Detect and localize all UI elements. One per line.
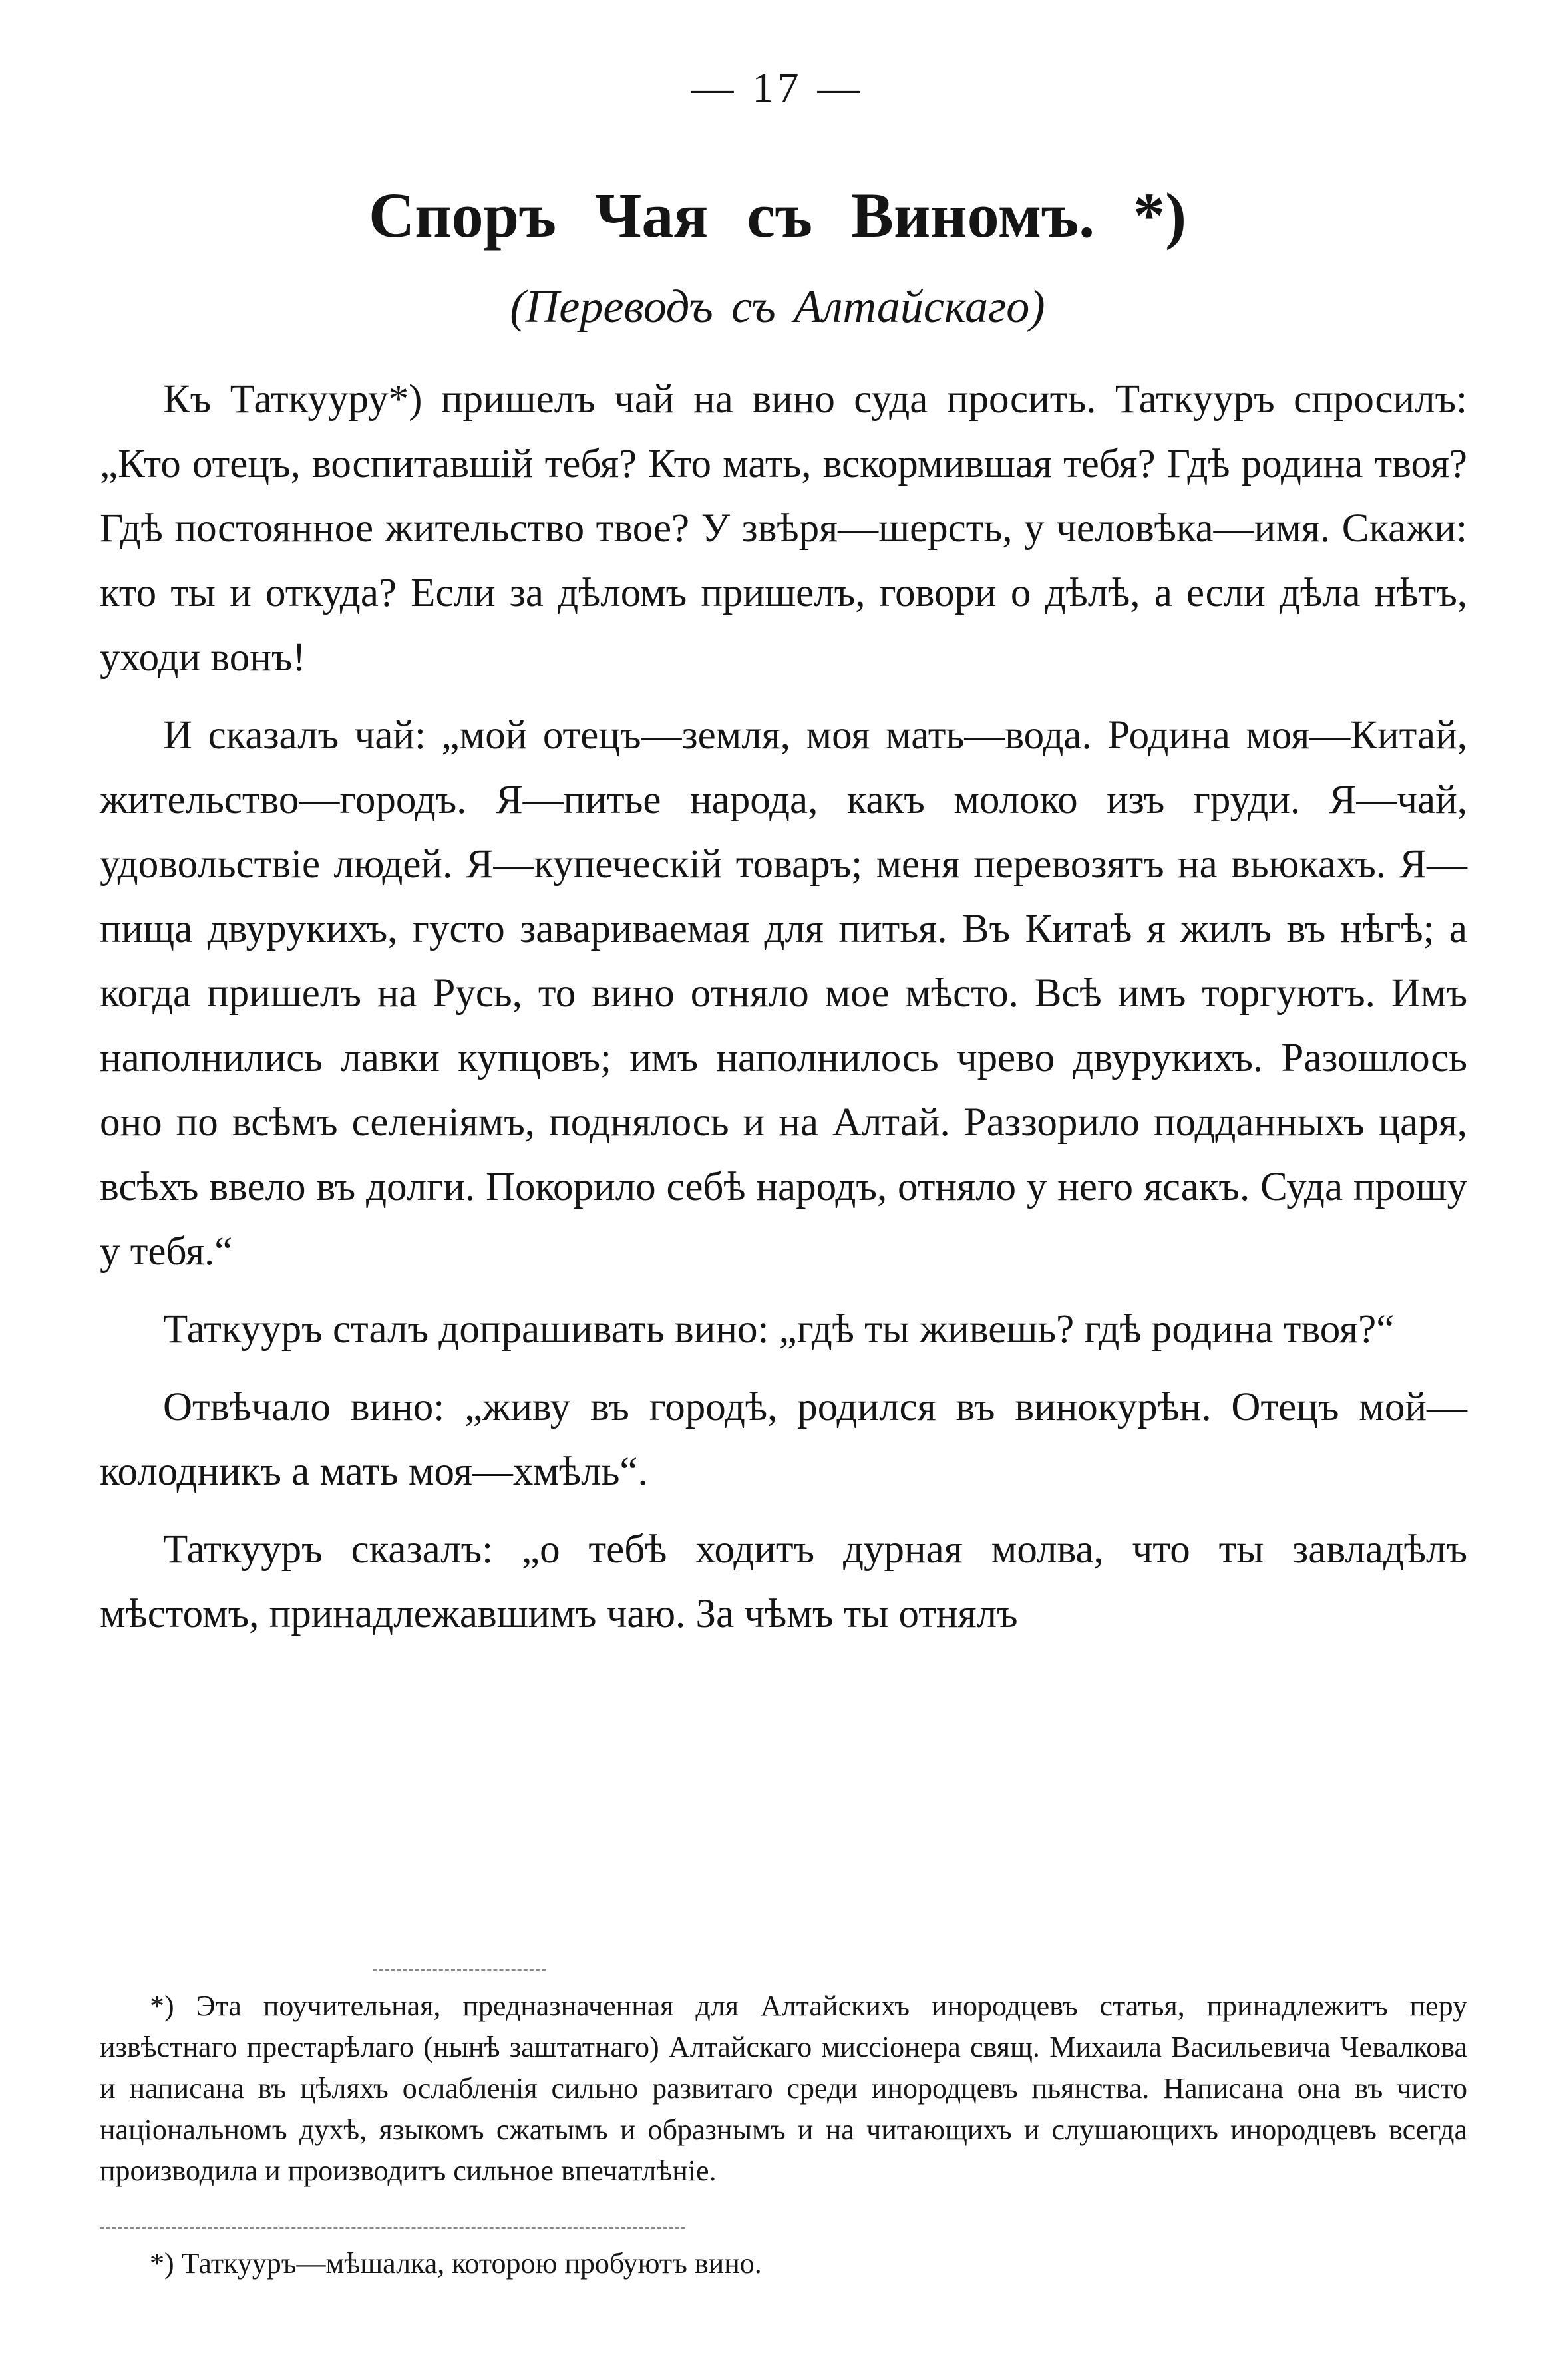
article-subtitle: (Переводъ съ Алтайскаго) [510,281,1045,333]
paragraph-1: Къ Таткууру*) пришелъ чай на вино суда просить. Таткууръ спросилъ: „Кто отецъ, воспитавшій тебя? Кто мать, вскормившая тебя? Гдѣ родина твоя? Гдѣ постоянное жительство твое? У звѣря—шерсть, у человѣка—имя. Скажи: кто ты и откуда? Если за дѣломъ пришелъ, говори о дѣлѣ, а если дѣла нѣтъ, уходи вонъ! [100,377,1467,680]
footnote-1: *) Эта поучительная, предназначенная для Алтайскихъ инородцевъ статья, принадлежитъ перу извѣстнаго престарѣлаго (нынѣ заштатнаго) Алтайскаго миссіонера свящ. Михаила Васильевича Чевалкова и написана въ цѣляхъ ослабленія сильно развитаго среди инородцевъ пьянства. Написана она въ чисто національномъ духѣ, языкомъ сжатымъ и образнымъ и на читающихъ и слушающихъ инородцевъ всегда производила и производитъ сильное впечатлѣніе. [100,1990,1467,2187]
page-number: — 17 — [691,64,864,111]
footnote-divider-2 [100,2227,685,2229]
paragraph-3: Таткууръ сталъ допрашивать вино: „гдѣ ты живешь? гдѣ родина твоя?“ [163,1307,1395,1352]
article-body [100,367,1467,1660]
footnote-2: *) Таткууръ—мѣшалка, которою пробуютъ вино. [150,2247,762,2280]
paragraph-4: Отвѣчало вино: „живу въ городѣ, родился въ винокурѣн. Отецъ мой—колодникъ а мать моя—хмѣль“. [100,1385,1467,1494]
footnote-divider-1 [373,1969,546,1971]
paragraph-5: Таткууръ сказалъ: „о тебѣ ходитъ дурная молва, что ты завладѣлъ мѣстомъ, принадлежавшимъ чаю. За чѣмъ ты отнялъ [100,1527,1467,1636]
paragraph-2: И сказалъ чай: „мой отецъ—земля, моя мать—вода. Родина моя—Китай, жительство—городъ. Я—питье народа, какъ молоко изъ груди. Я—чай, удовольствіе людей. Я—купеческій товаръ; меня перевозятъ на вьюкахъ. Я—пища двурукихъ, густо завариваемая для питья. Въ Китаѣ я жилъ въ нѣгѣ; а когда пришелъ на Русь, то вино отняло мое мѣсто. Всѣ имъ торгуютъ. Имъ наполнились лавки купцовъ; имъ наполнилось чрево двурукихъ. Разошлось оно по всѣмъ селеніямъ, поднялось и на Алтай. Раззорило подданныхъ царя, всѣхъ ввело въ долги. Покорило себѣ народъ, отняло у него ясакъ. Суда прошу у тебя.“ [100,713,1467,1274]
article-title: Споръ Чая съ Виномъ. *) [368,180,1187,251]
